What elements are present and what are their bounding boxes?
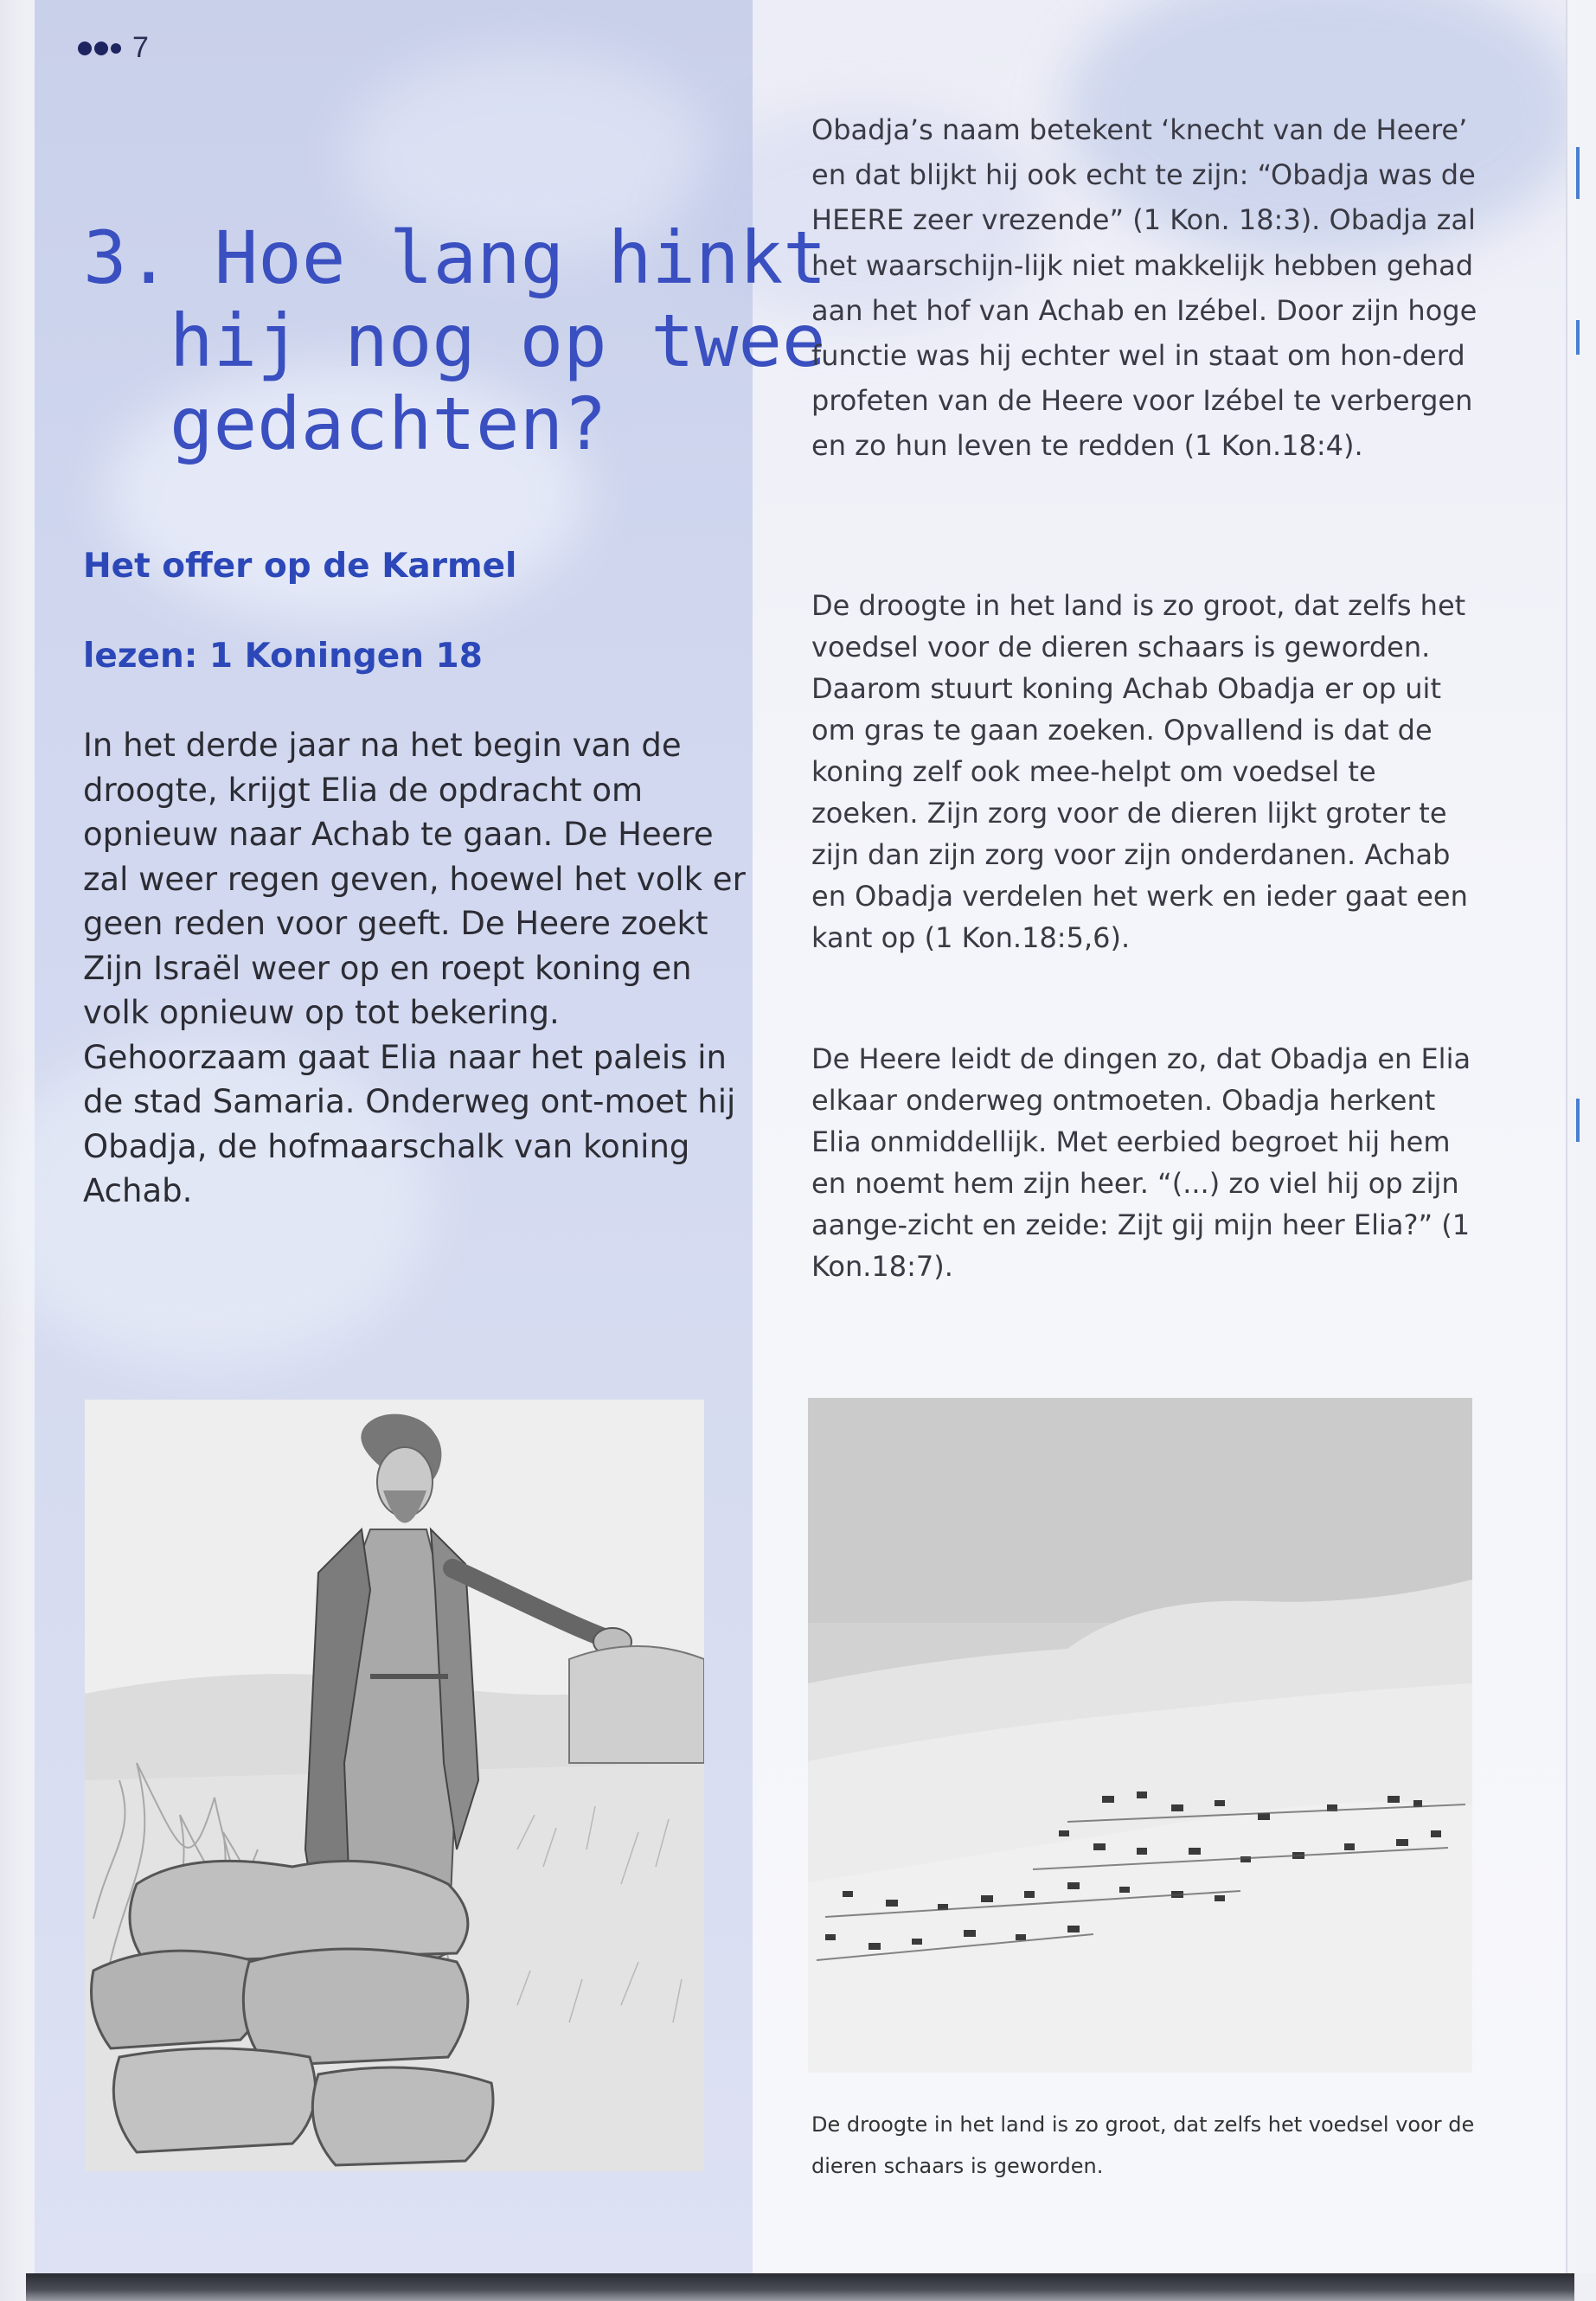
elijah-altar-illustration <box>85 1400 704 2171</box>
right-paragraph: Obadja’s naam betekent ‘knecht van de Heere’ en dat blijkt hij ook echt te zijn: “Obadja was de HEERE zeer vrezende” (1 Kon. 18:3). Obadja zal het waarschijn-lijk niet makkelijk hebben gehad aan het hof van Achab en Izébel. Door zijn hoge functie was hij echter wel in staat om hon-derd profeten van de Heere voor Izébel te verbergen en zo hun leven te redden (1 Kon.18:4). <box>811 113 1477 463</box>
edge-mark <box>1576 1099 1580 1142</box>
bullet-dot-icon <box>111 43 121 54</box>
right-paragraph: De Heere leidt de dingen zo, dat Obadja en Elia elkaar onderweg ontmoeten. Obadja herkent Elia onmiddellijk. Met eerbied begroet hij hem en noemt hem zijn heer. “(...) zo viel hij op zijn aange-zicht en zeide: Zijt gij mijn heer Elia?” (1 Kon.18:7). <box>811 1042 1471 1283</box>
reading-reference: lezen: 1 Koningen 18 <box>83 637 483 676</box>
left-paragraph: In het derde jaar na het begin van de droogte, krijgt Elia de opdracht om opnieuw naar Achab te gaan. De Heere zal weer regen geven, hoewel het volk er geen reden voor geeft. De Heere zoekt Zijn Israël weer op en roept koning en volk opnieuw op tot bekering. <box>83 727 746 1031</box>
right-paragraph: De droogte in het land is zo groot, dat zelfs het voedsel voor de dieren schaars is geworden. Daarom stuurt koning Achab Obadja er op uit om gras te gaan zoeken. Opvallend is dat de koning zelf ook mee-helpt om voedsel te zoeken. Zijn zorg voor de dieren lijkt groter te zijn dan zijn zorg voor zijn onderdanen. Achab en Obadja verdelen het werk en ieder gaat een kant op (1 Kon.18:5,6). <box>811 589 1468 954</box>
desert-herd-illustration <box>808 1398 1472 2073</box>
left-body-text <box>83 723 749 1214</box>
elijah-altar-drawing <box>85 1400 704 2171</box>
left-paragraph: Gehoorzaam gaat Elia naar het paleis in de stad Samaria. Onderweg ont-moet hij Obadja, de hofmaarschalk van koning Achab. <box>83 1038 736 1209</box>
page-number <box>78 31 149 65</box>
desert-herd-drawing <box>808 1398 1472 2073</box>
adjacent-page-edge <box>1566 0 1596 2273</box>
edge-mark <box>1576 320 1580 355</box>
bottom-shadow-bar <box>26 2273 1574 2301</box>
page-number-text: 7 <box>132 31 149 64</box>
edge-mark <box>1576 147 1580 199</box>
chapter-title: 3. Hoe lang hinkt hij nog op twee gedachten? <box>83 215 827 466</box>
figure-caption: De droogte in het land is zo groot, dat zelfs het voedsel voor de dieren schaars is geworden. <box>811 2112 1475 2178</box>
bullet-dot-icon <box>78 42 92 55</box>
bullet-dot-icon <box>94 42 108 55</box>
section-subtitle: Het offer op de Karmel <box>83 547 517 586</box>
